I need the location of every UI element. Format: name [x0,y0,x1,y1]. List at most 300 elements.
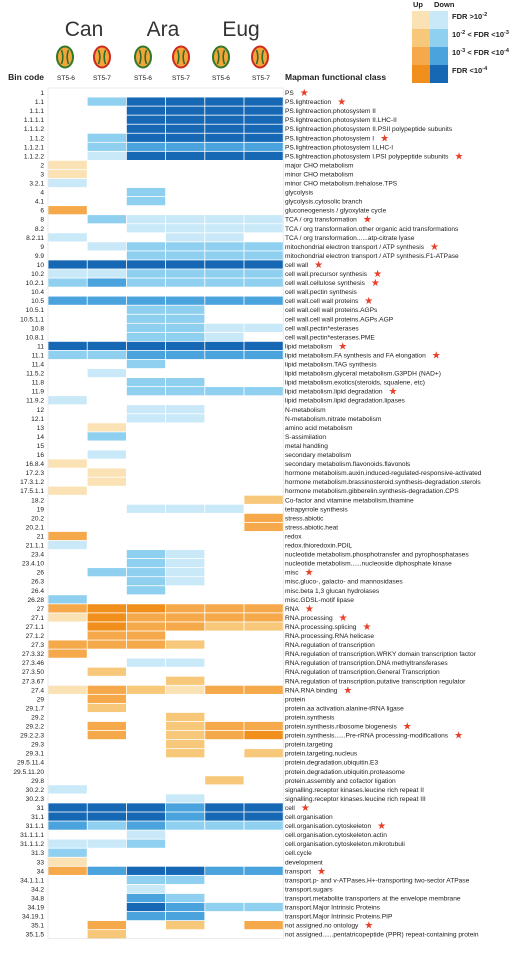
heatmap-cell [244,125,282,133]
heatmap-cell [166,315,204,323]
bin-code: 19 [36,506,44,514]
heatmap-row [40,215,372,226]
heatmap-cell [205,505,243,513]
bin-code: 8 [40,216,44,224]
functional-class-label: protein.synthesis [285,714,335,722]
functional-class-label: RNA [285,605,299,613]
heatmap-cell [127,640,165,648]
heatmap-row [31,885,333,894]
significance-star-icon: ★ [362,621,372,633]
heatmap-row [13,769,405,776]
heatmap-cell [166,143,204,151]
heatmap-cell [127,107,165,115]
functional-class-label: lipid metabolism [285,343,333,351]
legend-swatch [430,65,448,83]
functional-class-label: stress.abiotic [285,515,324,523]
heatmap-cell [166,405,204,413]
bin-code: 27.3.46 [22,660,44,668]
heatmap-cell [205,242,243,250]
significance-star-icon: ★ [338,612,348,624]
heatmap-cell [166,821,204,829]
functional-class-label: misc.beta 1,3 glucan hydrolases [285,587,380,595]
heatmap-row [29,179,397,188]
heatmap-cell [88,622,126,630]
heatmap-row [31,296,373,307]
bin-code: 11 [37,343,44,351]
heatmap-cell [127,586,165,594]
heatmap-row [26,704,404,713]
legend-swatch [430,29,448,47]
heatmap-cell [166,224,204,232]
heatmap-cell [244,821,282,829]
functional-class-label: S-assimilation [285,433,327,441]
stage-label: ST5-7 [93,75,111,82]
stage-labels [57,75,270,82]
functional-class-label: hormone metabolism.auxin.induced-regulated-responsive-activated [285,470,482,478]
heatmap-row [31,776,396,785]
heatmap-row [31,324,359,333]
heatmap-cell [244,496,282,504]
heatmap-cell [244,251,282,259]
heatmap-cell [127,387,165,395]
heatmap-cell [127,378,165,386]
bin-code: 29.3 [31,741,44,749]
heatmap-cell [244,134,282,142]
heatmap-cell [166,324,204,332]
heatmap-cell [166,342,204,350]
functional-class-label: cell.cycle [285,850,312,858]
bin-code: 10.4 [31,289,44,297]
heatmap-cell [48,867,86,875]
functional-class-label: RNA.processing.RNA helicase [285,633,375,640]
heatmap-cell [166,867,204,875]
bin-code: 11.9 [31,388,44,396]
functional-class-label: protein.degradation.ubiquitin.E3 [285,759,379,767]
significance-star-icon: ★ [364,920,374,932]
functional-class-label: lipid metabolism.lipid degradation [285,388,383,396]
bin-code: 34.2 [31,886,44,894]
heatmap-cell [127,324,165,332]
heatmap-cell [48,459,86,467]
functional-class-label: hormone metabolism.gibberelin.synthesis-degradation.CPS [285,488,459,496]
heatmap-row [32,350,441,361]
functional-class-label: not assigned......pentatricopeptide (PPR) repeat-containing protein [285,931,479,939]
heatmap-cell [205,260,243,268]
functional-class-label: lipid metabolism.FA synthesis and FA elongation [285,352,426,360]
significance-star-icon: ★ [454,151,464,163]
bin-code: 14 [36,433,44,441]
heatmap-cell [244,604,282,612]
heatmap-row [40,88,308,99]
functional-class-label: transport.sugars [285,886,333,894]
heatmap-row [20,831,387,840]
functional-class-label: cell wall.cell wall proteins.AGPs [285,307,378,315]
functional-class-label: protein.synthesis.ribosome biogenesis [285,723,397,731]
heatmap-cell [205,269,243,277]
heatmap-cell [48,487,86,495]
significance-star-icon: ★ [343,685,353,697]
heatmap-cell [205,803,243,811]
heatmap-row [26,794,426,803]
heatmap-cell [88,97,126,105]
heatmap-cell [127,894,165,902]
heatmap-cell [205,903,243,911]
bin-code: 27.4 [31,687,44,695]
species-titles [65,18,260,41]
functional-class-label: redox.thioredoxin.PDIL [285,542,353,550]
bin-code: 27.1 [31,614,44,622]
bin-code: 26.4 [31,587,44,595]
heatmap-cell [166,876,204,884]
significance-star-icon: ★ [373,269,383,280]
heatmap-cell [205,251,243,259]
heatmap-row [26,469,482,478]
heatmap-row [17,760,378,767]
bin-code: 31.3 [31,850,44,858]
bin-code: 18.2 [31,497,44,505]
stage-label: ST5-7 [252,75,270,82]
functional-class-label: PS.lightreaction [285,99,332,107]
functional-class-label: lipid metabolism.glyceral metabolism.G3PDH (NAD+) [285,370,441,378]
heatmap-cell [127,812,165,820]
heatmap-cell [244,324,282,332]
functional-class-label: PS.lightreaction.photosystem II [285,108,376,116]
heatmap-cell [244,97,282,105]
heatmap-cell [205,867,243,875]
heatmap-cell [166,921,204,929]
bin-code: 11.1 [31,352,44,360]
heatmap-cell [166,568,204,576]
functional-class-label: cell wall.cell wall proteins.AGPs.AGP [285,316,394,324]
bin-code: 1.1 [34,99,44,107]
heatmap-cell [127,97,165,105]
heatmap-cell [88,704,126,712]
bin-code: 10.5 [31,298,44,306]
heatmap-cell [127,631,165,639]
bin-code: 8.2 [34,225,44,233]
heatmap-row [37,803,310,814]
significance-star-icon: ★ [377,821,387,833]
heatmap-cell [127,197,165,205]
significance-star-icon: ★ [299,88,309,99]
heatmap-cell [166,749,204,757]
heatmap-cell [88,668,126,676]
heatmap-cell [88,423,126,431]
bin-code: 17.3.1.2 [20,479,44,487]
bin-code: 8.2.11 [26,234,44,242]
heatmap-row [31,849,312,858]
bin-code: 10.8 [31,325,44,333]
heatmap-cell [166,640,204,648]
heatmap-cell [166,903,204,911]
heatmap-cell [88,469,126,477]
heatmap-cell [88,695,126,703]
heatmap-cell [127,360,165,368]
bin-code: 33 [36,859,44,867]
legend [412,0,510,83]
significance-star-icon: ★ [364,296,374,308]
functional-class-label: metal handling [285,442,328,450]
heatmap-cell [88,152,126,160]
heatmap-cell [48,179,86,187]
functional-class-label: glycolysis [285,189,314,197]
heatmap-cell [88,297,126,305]
heatmap-row [31,269,382,280]
bin-code: 35.1.5 [25,931,44,939]
bin-code: 26.3 [31,578,44,586]
functional-class-label: minor CHO metabolism.trehalose.TPS [285,180,398,188]
heatmap-row [37,405,327,414]
heatmap-cell [127,134,165,142]
heatmap-cell [88,640,126,648]
heatmap-cell [205,622,243,630]
heatmap-cell [127,821,165,829]
functional-class-label: transport.Major Intrinsic Proteins.PIP [285,913,393,921]
heatmap-cell [166,116,204,124]
heatmap-cell [166,686,204,694]
functional-class-label: mitochondrial electron transport / ATP synthesis [285,243,425,251]
heatmap-row [26,523,339,532]
heatmap-cell [205,342,243,350]
heatmap-cell [166,278,204,286]
heatmap-cell [244,622,282,630]
functional-class-label: cell wall.pectin*esterases.PME [285,334,375,342]
heatmap-row [22,559,452,568]
heatmap-row [22,650,477,659]
functional-class-label: N-metabolism [285,406,326,414]
heatmap-cell [48,541,86,549]
heatmap-cell [205,224,243,232]
heatmap-cell [127,405,165,413]
heatmap-cell [48,686,86,694]
functional-class-label: RNA.regulation of transcription.WRKY domain transcription factor [285,651,476,659]
heatmap-cell [48,858,86,866]
heatmap-row [31,894,461,903]
functional-class-label: stress.abiotic.heat [285,524,339,532]
functional-class-label: redox [285,533,302,541]
heatmap-cell [166,242,204,250]
heatmap-cell [88,686,126,694]
bin-code: 15 [36,442,44,450]
heatmap-row [27,595,354,604]
functional-class-label: mitochondrial electron transport / ATP synthesis.F1-ATPase [285,252,459,260]
functional-class-label: misc [285,569,299,577]
significance-star-icon: ★ [388,386,398,398]
bin-code: 17.2.3 [25,470,44,478]
heatmap-cell [244,731,282,739]
heatmap-row [20,315,394,324]
heatmap-cell [205,387,243,395]
heatmap-cell [205,604,243,612]
heatmap-row [40,161,354,170]
heatmap-cell [88,269,126,277]
heatmap-cell [127,559,165,567]
heatmap-cell [88,260,126,268]
heatmap-row [26,541,353,550]
bin-code: 34.8 [31,895,44,903]
bin-code: 29.2.2.3 [20,732,44,740]
heatmap-row [22,668,440,677]
heatmap-cell [205,125,243,133]
heatmap-cell [127,306,165,314]
bin-code: 13 [36,424,44,432]
heatmap-cell [127,414,165,422]
species-title-ara: Ara [146,18,180,41]
legend-swatch [412,47,430,65]
bin-code: 26.28 [27,596,44,604]
heatmap-row [32,360,378,369]
heatmap-row [31,812,333,821]
heatmap-cell [205,731,243,739]
heatmap-cell [166,577,204,585]
heatmap-cell [244,921,282,929]
heatmap-cell [48,269,86,277]
bin-code: 31.1.1.1 [20,832,44,840]
heatmap-cell [88,278,126,286]
heatmap-row [22,677,466,686]
functional-class-label: cell wall.cell wall proteins [285,298,359,306]
heatmap-cell [127,803,165,811]
bin-code: 21 [36,533,44,541]
heatmap-cell [127,613,165,621]
bin-code: 26 [36,569,44,577]
heatmap-cell [127,224,165,232]
heatmap-cell [205,152,243,160]
functional-class-label: secondary metabolism [285,452,351,459]
heatmap-cell [88,134,126,142]
heatmap-row [22,912,393,921]
functional-class-label: glycolysis.cytosolic branch [285,198,363,206]
functional-class-label: transport.metabolite transporters at the envelope membrane [285,895,461,903]
heatmap-cell [166,894,204,902]
functional-class-label: transport.Major Intrinsic Proteins [285,904,380,912]
heatmap-row [31,514,324,523]
heatmap-cell [48,260,86,268]
legend-row-label: $10^{-3}$ < FDR $<10^{-4}$ [452,48,509,57]
heatmap-cell [205,821,243,829]
bin-code: 31.1.1 [25,823,44,831]
heatmap-cell [127,215,165,223]
heatmap-row [37,432,327,441]
functional-class-label: PS.lightreaction.photosystem I [285,135,375,143]
heatmap-row [26,278,380,289]
functional-class-label: major CHO metabolism [285,162,354,170]
heatmap-cell [244,387,282,395]
stomata-icons [57,47,268,68]
bin-code: 29.8 [31,777,44,785]
heatmap-cell [166,125,204,133]
heatmap-row [32,378,425,387]
functional-class-label: RNA.regulation of transcription [285,642,375,650]
functional-class-label: hormone metabolism.brassinosteroid.synthesis-degradation.sterols [285,479,481,487]
heatmap-cell [244,143,282,151]
heatmap-row [26,396,405,405]
bin-code: 9 [40,243,44,251]
bin-code-header: Bin code [8,72,44,82]
heatmap-cell [166,613,204,621]
bin-code: 11.8 [31,379,44,387]
heatmap-cell [48,297,86,305]
heatmap-row [31,414,382,423]
heatmap-cell [127,686,165,694]
heatmap-cell [244,107,282,115]
functional-class-label: cell wall.pectin synthesis [285,289,357,297]
heatmap-cell [48,785,86,793]
legend-swatches [412,11,448,83]
significance-star-icon: ★ [304,603,314,615]
heatmap-cell [205,351,243,359]
heatmap-row [37,505,349,514]
bin-code: 27.1.2 [25,633,44,640]
functional-class-label: gluconeogenesis / glyoxylate cycle [285,207,387,215]
functional-class-label: PS [285,90,294,97]
heatmap-row [20,487,459,496]
heatmap-cell [244,749,282,757]
heatmap-grid [13,88,481,939]
bin-code: 11.5.2 [26,370,44,378]
heatmap-row [31,550,469,559]
functional-class-label: PS.lightreaction.photosystem II.PSII polypeptide subunits [285,126,453,134]
heatmap-row [31,496,414,505]
heatmap-cell [127,659,165,667]
heatmap-cell [127,315,165,323]
heatmap-cell [88,242,126,250]
bin-code: 29.5.11.20 [13,768,44,776]
functional-class-label: development [285,859,323,867]
heatmap-row [31,586,380,595]
heatmap-row [37,604,314,615]
functional-class-label: nucleotide metabolism......nucleoside diphosphate kinase [285,560,452,568]
heatmap-row [35,197,363,206]
heatmap-cell [127,505,165,513]
functional-class-label: cell wall.cellulose synthesis [285,280,365,288]
heatmap-cell [205,812,243,820]
heatmap-cell [88,812,126,820]
heatmap-row [37,450,352,459]
bin-code: 20.2 [31,515,44,523]
heatmap-cell [166,803,204,811]
heatmap-row [26,622,372,633]
significance-star-icon: ★ [362,214,372,226]
heatmap-row [31,613,347,624]
bin-code: 10.8.1 [25,334,44,342]
bin-code: 27.3.67 [22,678,44,686]
stoma-icon-green [57,47,73,68]
heatmap-row [37,532,303,541]
heatmap-cell [244,686,282,694]
heatmap-cell [166,215,204,223]
stoma-icon-red [252,47,268,68]
heatmap-row [35,97,346,108]
heatmap-cell [48,170,86,178]
heatmap-row [26,722,412,733]
heatmap-cell [166,659,204,667]
bin-code: 3 [40,171,44,179]
heatmap-cell [88,930,126,938]
heatmap-cell [127,912,165,920]
stoma-icon-green [135,47,151,68]
heatmap-cell [166,333,204,341]
bin-code: 1.1.1 [29,108,44,116]
species-title-can: Can [64,18,104,41]
heatmap-cell [205,333,243,341]
legend-swatch [412,29,430,47]
heatmap-cell [127,351,165,359]
heatmap-cell [127,125,165,133]
heatmap-cell [48,278,86,286]
bin-code: 12 [36,406,44,414]
heatmap-cell [166,351,204,359]
